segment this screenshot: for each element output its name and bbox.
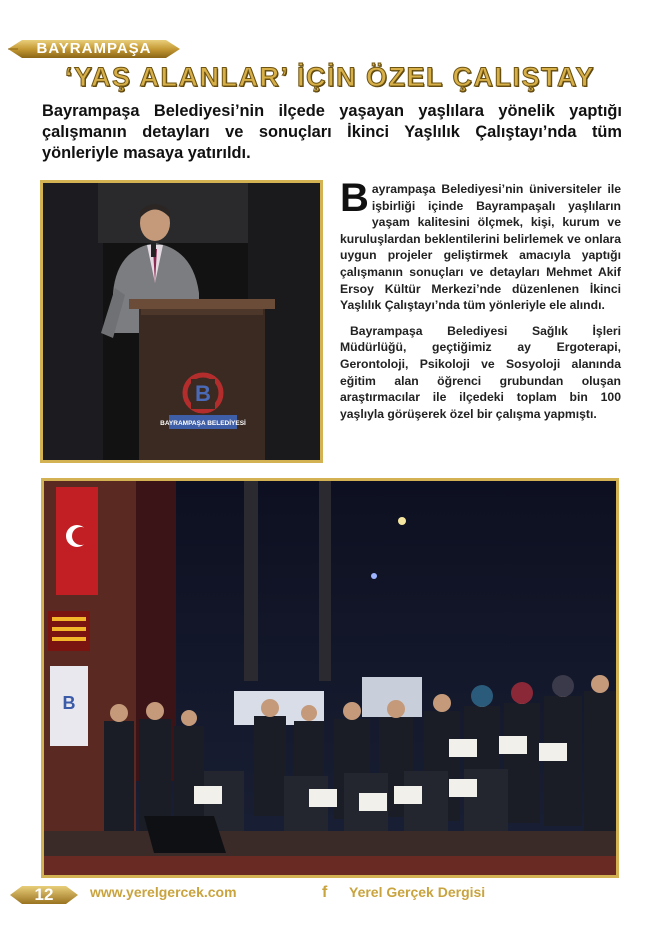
body-paragraph-2: Bayrampaşa Belediyesi Sağlık İşleri Müdürlüğü, geçtiğimiz ay Ergoterapi, Gerontoloji, Psikoloji ve Sosyoloji alanında eğitim alan öğrenci grubundan oluşan araştırmacılar ile ilçedeki toplam bin 100 yaşlıyla görüşerek özel bir çalışma yapmıştı.	[340, 323, 621, 421]
drop-cap: B	[340, 176, 369, 220]
body-paragraph-1-text: ayrampaşa Belediyesi’nin üniversiteler ile işbirliği içinde Bayrampaşalı yaşlıların yaşam kalitesini ölçmek, kişi, kurum ve kuruluşlardan beklentilerini belirlemek ve onlara uygun projeler geliştirmek amacıyla yaptığı çalışmanın sonuçları ve detayları Mehmet Akif Ersoy Kültür Merkezi’nde düzenlenen İkinci Yaşlılık Çalıştayı’nda tüm yönleriyle ele alındı.	[340, 182, 621, 313]
svg-text:B: B	[62, 693, 76, 713]
page-number: 12	[34, 885, 54, 904]
page-title: ‘YAŞ ALANLAR’ İÇİN ÖZEL ÇALIŞTAY	[64, 62, 596, 92]
lead-paragraph: Bayrampaşa Belediyesi’nin ilçede yaşayan yaşlılara yönelik yaptığı çalışmanın detayları ve sonuçları İkinci Yaşlılık Çalıştayı’nda tüm yönleriyle masaya yatırıldı.	[42, 102, 622, 162]
speaker-photo	[40, 180, 323, 463]
section-banner	[8, 38, 180, 60]
podium-logo-text: BAYRAMPAŞA BELEDİYESİ	[160, 420, 246, 427]
svg-text:B: B	[195, 381, 211, 406]
body-paragraph-1	[340, 176, 621, 314]
footer-magazine-name: Yerel Gerçek Dergisi	[349, 884, 486, 900]
article-body	[340, 176, 621, 431]
facebook-icon: f	[322, 884, 328, 901]
footer-url-link[interactable]: www.yerelgercek.com	[90, 884, 237, 900]
section-label: BAYRAMPAŞA	[36, 40, 152, 57]
group-photo	[41, 478, 619, 878]
